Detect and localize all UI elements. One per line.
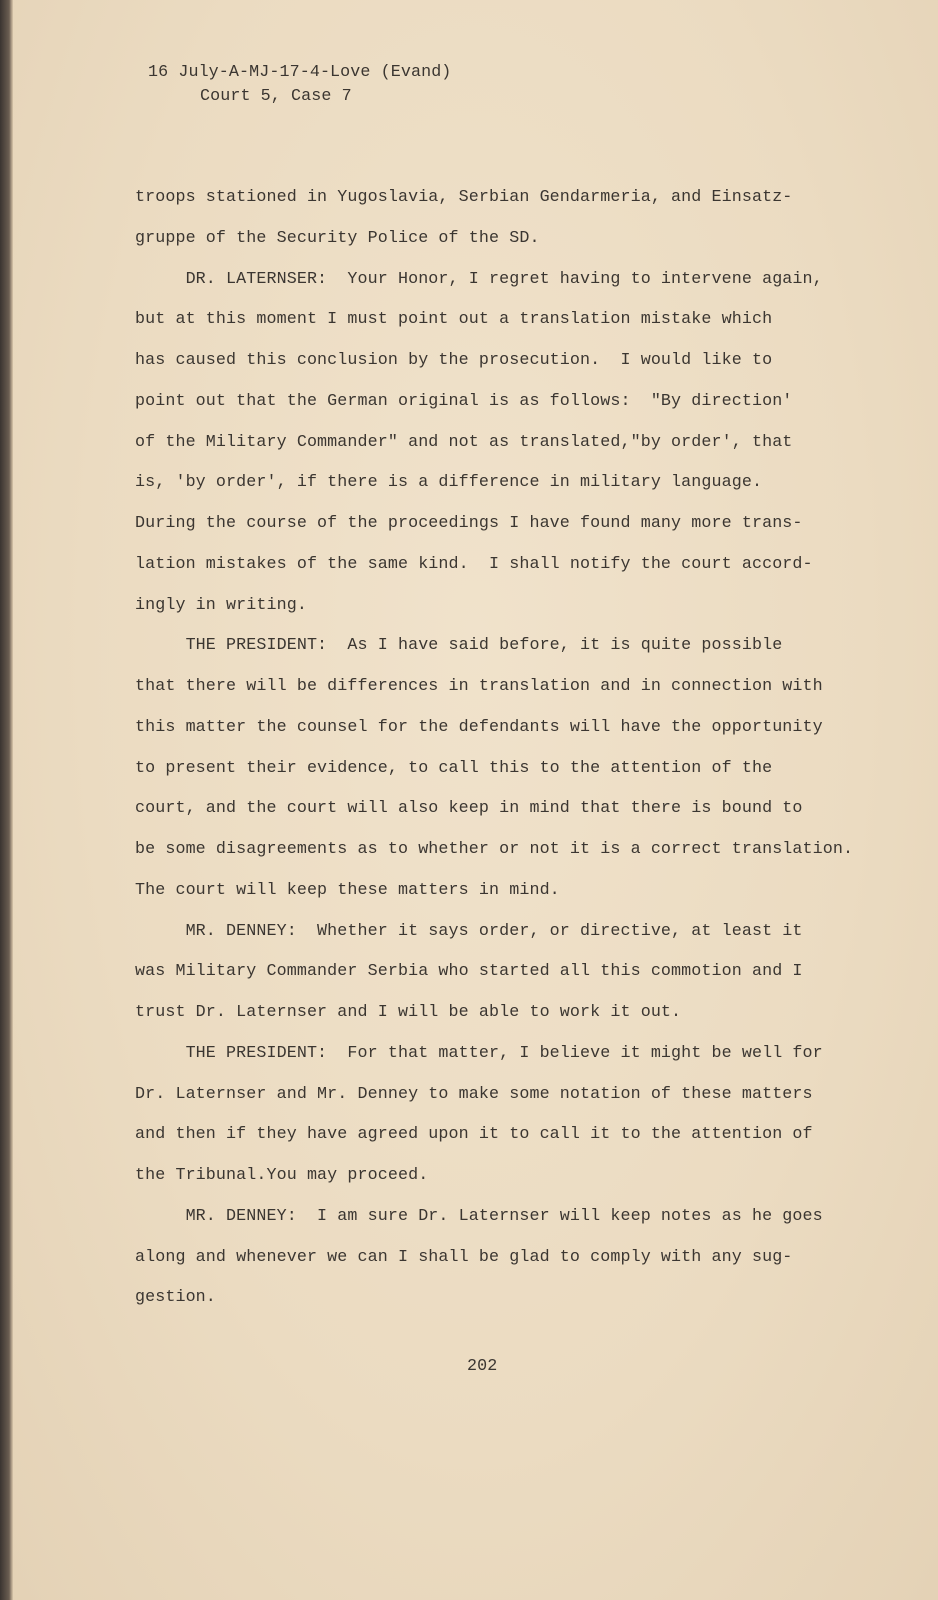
transcript-line: of the Military Commander" and not as translated,"by order', that [135,432,793,452]
transcript-line: Dr. Laternser and Mr. Denney to make some notation of these matters [135,1084,813,1104]
transcript-line: The court will keep these matters in mind. [135,880,560,900]
transcript-line: During the course of the proceedings I have found many more trans- [135,514,803,533]
transcript-line: is, 'by order', if there is a difference in military language. [135,473,763,493]
transcript-line: but at this moment I must point out a translation mistake which [135,310,773,330]
transcript-line: THE PRESIDENT: For that matter, I believe it might be well for [135,1043,823,1063]
transcript-line: this matter the counsel for the defendants will have the opportunity [135,717,823,737]
transcript-line: ingly in writing. [135,595,307,615]
transcript-line: and then if they have agreed upon it to call it to the attention of [135,1125,813,1145]
typed-page [13,0,938,1600]
transcript-line: point out that the German original is as follows: "By direction' [135,391,793,411]
transcript-line: to present their evidence, to call this to the attention of the [135,758,773,778]
transcript-line: THE PRESIDENT: As I have said before, it is quite possible [135,636,783,656]
transcript-line: gruppe of the Security Police of the SD. [135,228,540,248]
page-edge-shadow [0,0,13,1600]
transcript-line: DR. LATERNSER: Your Honor, I regret having to intervene again, [135,269,823,289]
header-line-1: 16 July-A-MJ-17-4-Love (Evand) [148,63,452,82]
transcript-line: lation mistakes of the same kind. I shall notify the court accord- [135,554,813,574]
page-number: 202 [467,1357,498,1376]
transcript-line: the Tribunal.You may proceed. [135,1166,429,1185]
transcript-line: trust Dr. Laternser and I will be able to work it out. [135,1003,682,1022]
transcript-line: MR. DENNEY: I am sure Dr. Laternser will keep notes as he goes [135,1206,823,1226]
transcript-line: that there will be differences in translation and in connection with [135,677,823,696]
header-line-2: Court 5, Case 7 [200,87,352,106]
transcript-line: troops stationed in Yugoslavia, Serbian Gendarmeria, and Einsatz- [135,188,793,207]
transcript-line: be some disagreements as to whether or not it is a correct translation. [135,840,854,859]
transcript-line: was Military Commander Serbia who started all this commotion and I [135,962,803,982]
transcript-line: has caused this conclusion by the prosecution. I would like to [135,351,773,370]
transcript-line: MR. DENNEY: Whether it says order, or directive, at least it [135,921,803,941]
transcript-line: gestion. [135,1288,216,1308]
transcript-line: along and whenever we can I shall be glad to comply with any sug- [135,1247,793,1267]
transcript-line: court, and the court will also keep in mind that there is bound to [135,799,803,819]
